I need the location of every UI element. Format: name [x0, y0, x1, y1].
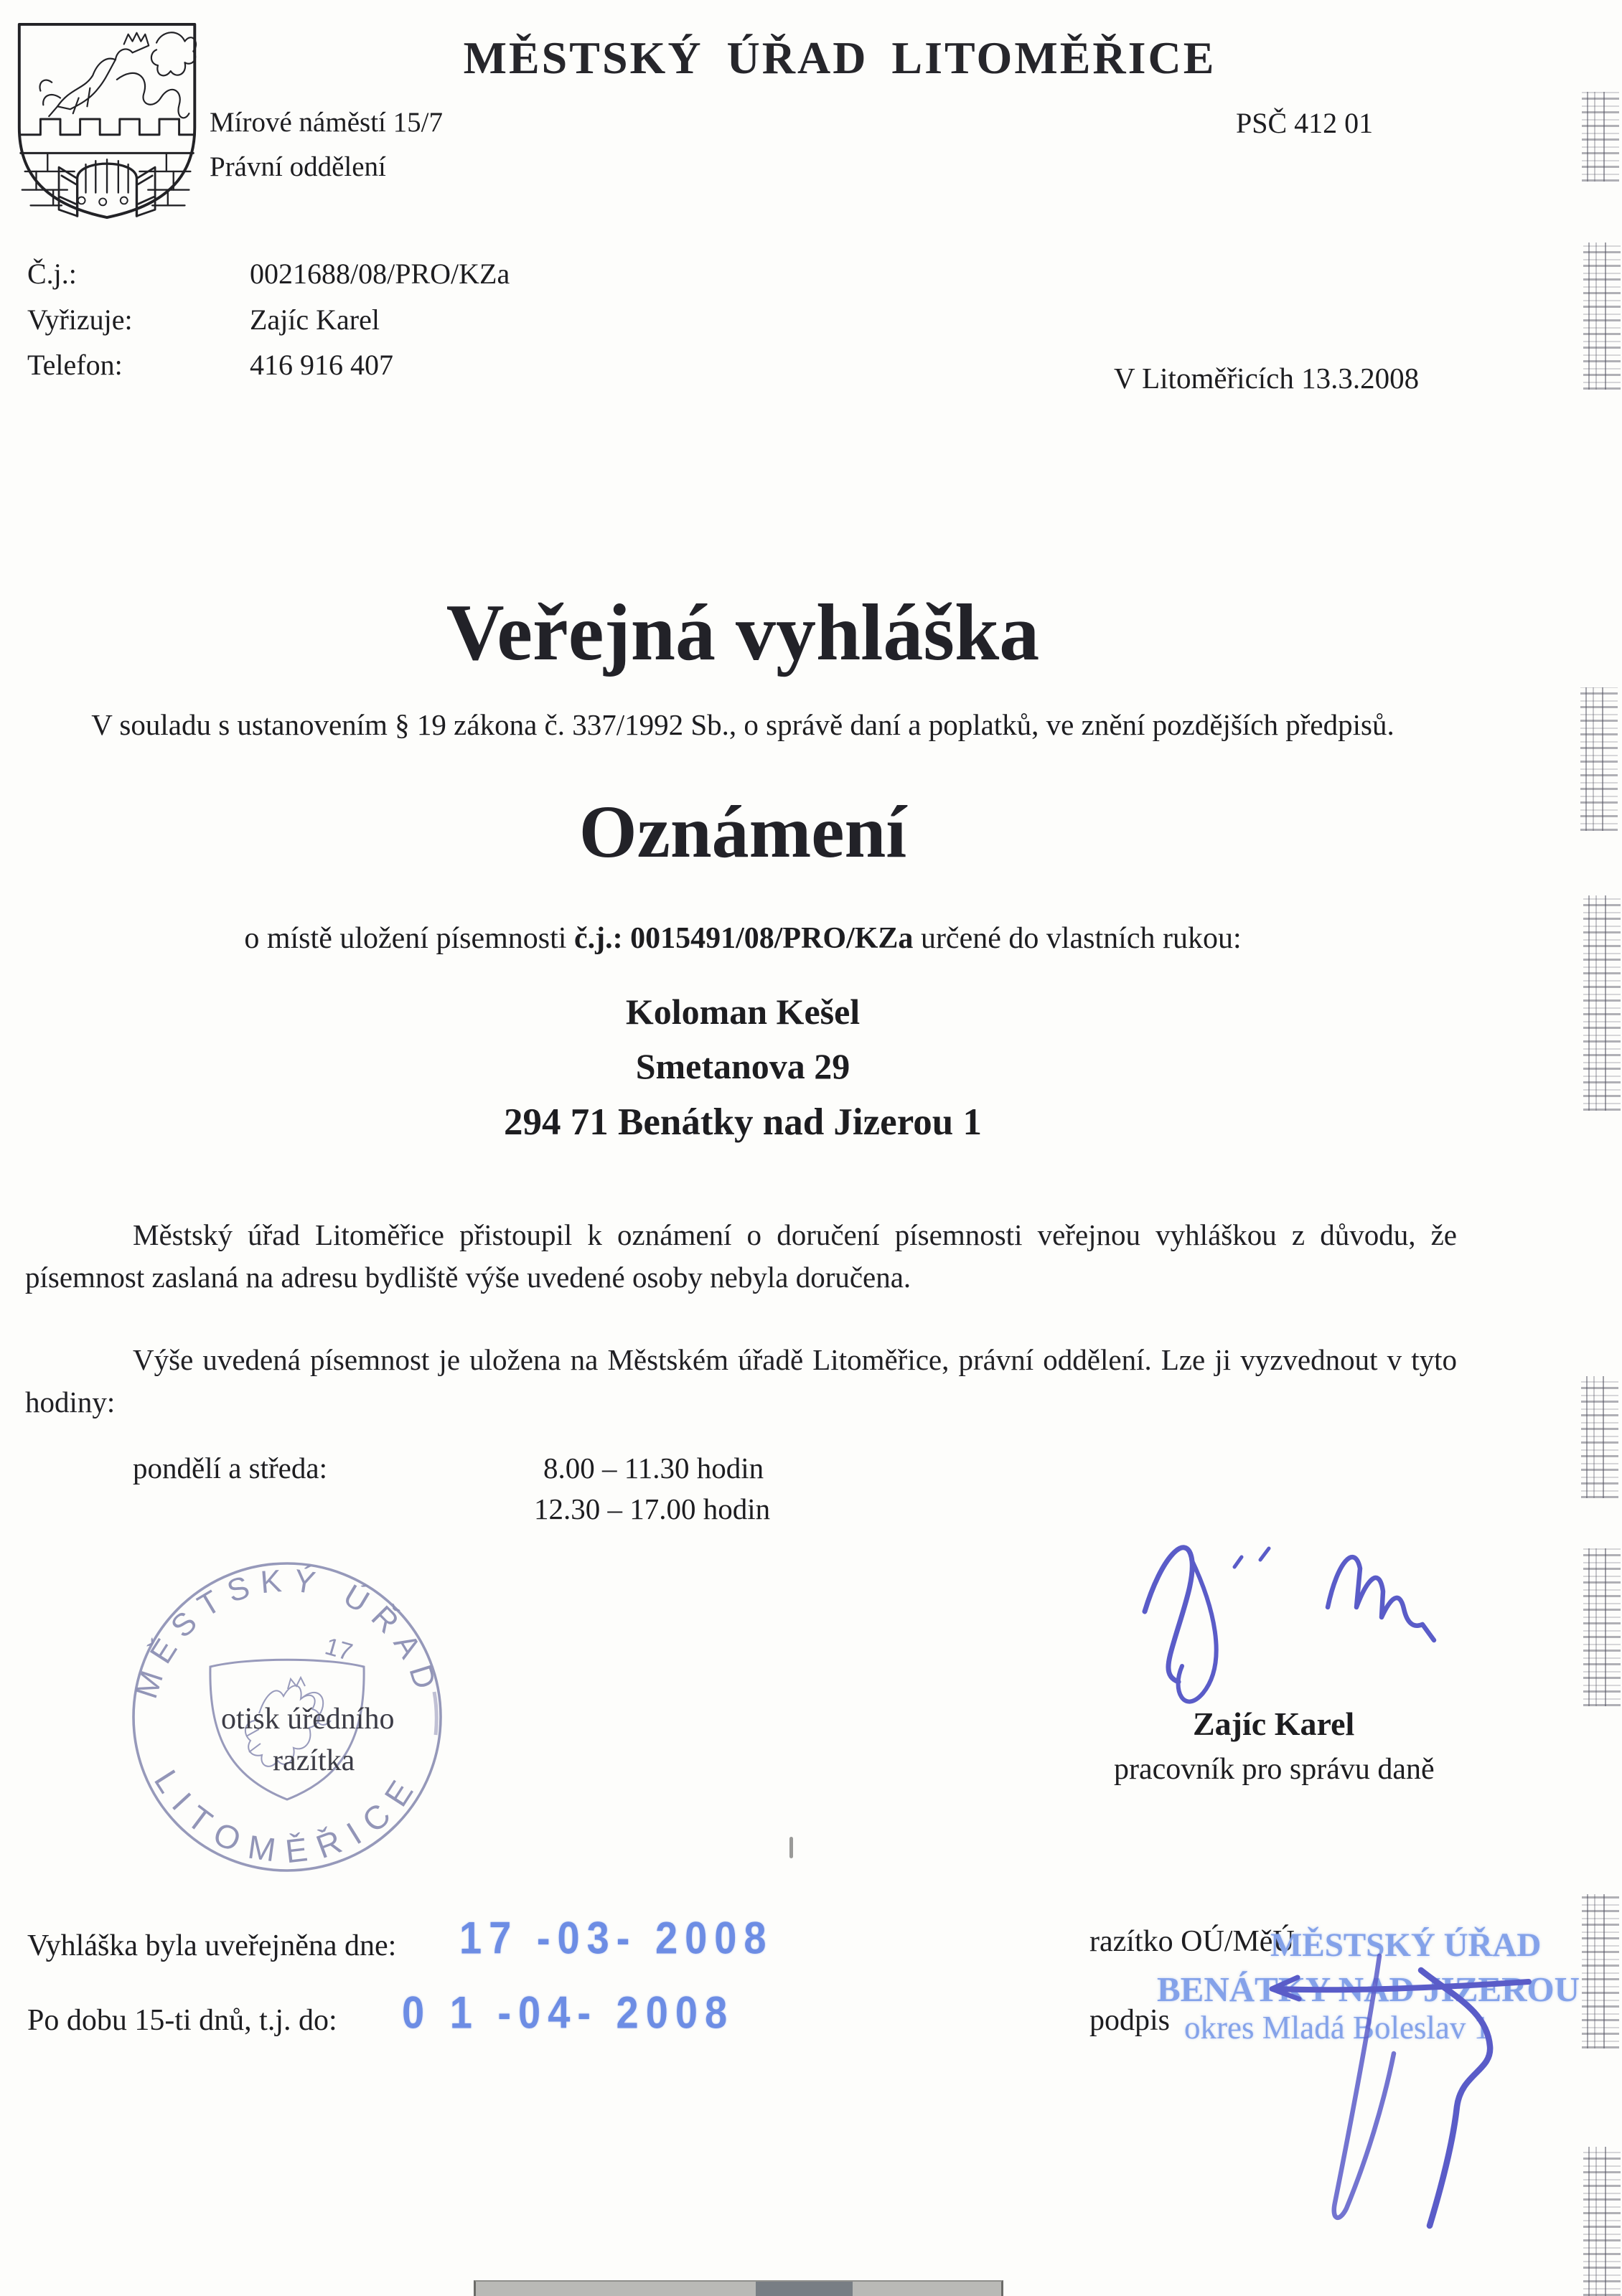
- scan-artifact: [1583, 1548, 1621, 1706]
- published-date-stamp: 17 -03- 2008: [459, 1912, 774, 1963]
- body-paragraph-1: Městský úřad Litoměřice přistoupil k oznámení o doručení písemnosti veřejnou vyhláškou z důvodu, že písemnost zaslaná na adresu bydliště výše uvedené osoby nebyla doručena.: [25, 1218, 1457, 1294]
- scan-smudge: [789, 1837, 793, 1858]
- telefon-label: Telefon:: [27, 349, 123, 381]
- recipient-city: 294 71 Benátky nad Jizerou 1: [504, 1101, 982, 1143]
- notice-suffix: určené do vlastních rukou:: [913, 922, 1242, 955]
- signature-field-label: podpis: [1089, 2004, 1171, 2037]
- recipient-street: Smetanova 29: [635, 1046, 850, 1086]
- next-page-edge: [474, 2280, 1003, 2296]
- hours-time-2: 12.30 – 17.00 hodin: [534, 1492, 771, 1525]
- scan-artifact: [1580, 687, 1618, 831]
- office-address-line2: Právní oddělení: [210, 151, 386, 182]
- stamp-field-label: razítko OÚ/MěÚ: [1089, 1925, 1295, 1958]
- office-title: MĚSTSKÝ ÚŘAD LITOMĚŘICE: [463, 32, 1216, 83]
- recipient-name: Koloman Kešel: [625, 992, 861, 1032]
- recipient-address: [29, 984, 1457, 1152]
- notice-line: [29, 921, 1457, 956]
- notice-prefix: o místě uložení písemnosti: [244, 922, 574, 955]
- vyrizuje-value: Zajíc Karel: [250, 304, 380, 336]
- stamp-overlay-text-1: otisk úředního: [221, 1703, 395, 1736]
- stamp-number: 17: [322, 1632, 356, 1667]
- hours-time-1: 8.00 – 11.30 hodin: [543, 1452, 764, 1485]
- postal-code: PSČ 412 01: [1236, 107, 1374, 139]
- office-address-line1: Mírové náměstí 15/7: [210, 107, 443, 138]
- stamp-arc-bottom-text: LITOMĚŘICE: [146, 1763, 428, 1871]
- benatky-stamp-line3: okres Mladá Boleslav 1: [1184, 2010, 1491, 2046]
- vyrizuje-label: Vyřizuje:: [27, 304, 133, 336]
- legal-basis: V souladu s ustanovením § 19 zákona č. 337/1992 Sb., o správě daní a poplatků, ve znění pozdějších předpisů.: [91, 708, 1394, 741]
- scan-artifact: [1581, 1376, 1618, 1498]
- next-page-smudge: [756, 2282, 853, 2296]
- scan-artifact: [1583, 895, 1621, 1111]
- benatky-stamp-line1: MĚSTSKÝ ÚŘAD: [1270, 1926, 1542, 1964]
- document-title: Veřejná vyhláška: [446, 588, 1040, 677]
- period-label: Po dobu 15-ti dnů, t.j. do:: [27, 2004, 337, 2037]
- scan-artifact: [1583, 243, 1621, 390]
- cj-label: Č.j.:: [27, 258, 77, 290]
- benatky-stamp-line2: BENÁTKY NAD JIZEROU: [1157, 1970, 1580, 2009]
- signatory-name: Zajíc Karel: [1193, 1705, 1355, 1742]
- document-subtitle: Oznámení: [578, 791, 907, 873]
- signature-handwritten-zajic: [1112, 1520, 1471, 1706]
- notice-cj: č.j.: 0015491/08/PRO/KZa: [573, 922, 914, 955]
- scan-artifact: [1582, 92, 1619, 182]
- cj-value: 0021688/08/PRO/KZa: [250, 258, 510, 290]
- place-and-date: V Litoměřicích 13.3.2008: [1114, 362, 1420, 395]
- signature-handwritten-benatky: [1206, 1901, 1550, 2246]
- scan-artifact: [1582, 1894, 1619, 2048]
- hours-days-label: pondělí a středa:: [133, 1452, 327, 1485]
- signatory-role: pracovník pro správu daně: [1114, 1753, 1435, 1786]
- telefon-value: 416 916 407: [250, 349, 393, 381]
- published-label: Vyhláška byla uveřejněna dne:: [27, 1929, 397, 1962]
- period-date-stamp: 0 1 -04- 2008: [402, 1987, 735, 2038]
- stamp-overlay-text-2: razítka: [273, 1744, 355, 1777]
- body-paragraph-2: Výše uvedená písemnost je uložena na Městském úřadě Litoměřice, právní oddělení. Lze ji vyzvednout v tyto hodiny:: [25, 1343, 1457, 1419]
- stamp-arc-top-text: MĚSTSKÝ ÚŘAD: [128, 1562, 446, 1703]
- scan-artifact: [1583, 2147, 1621, 2296]
